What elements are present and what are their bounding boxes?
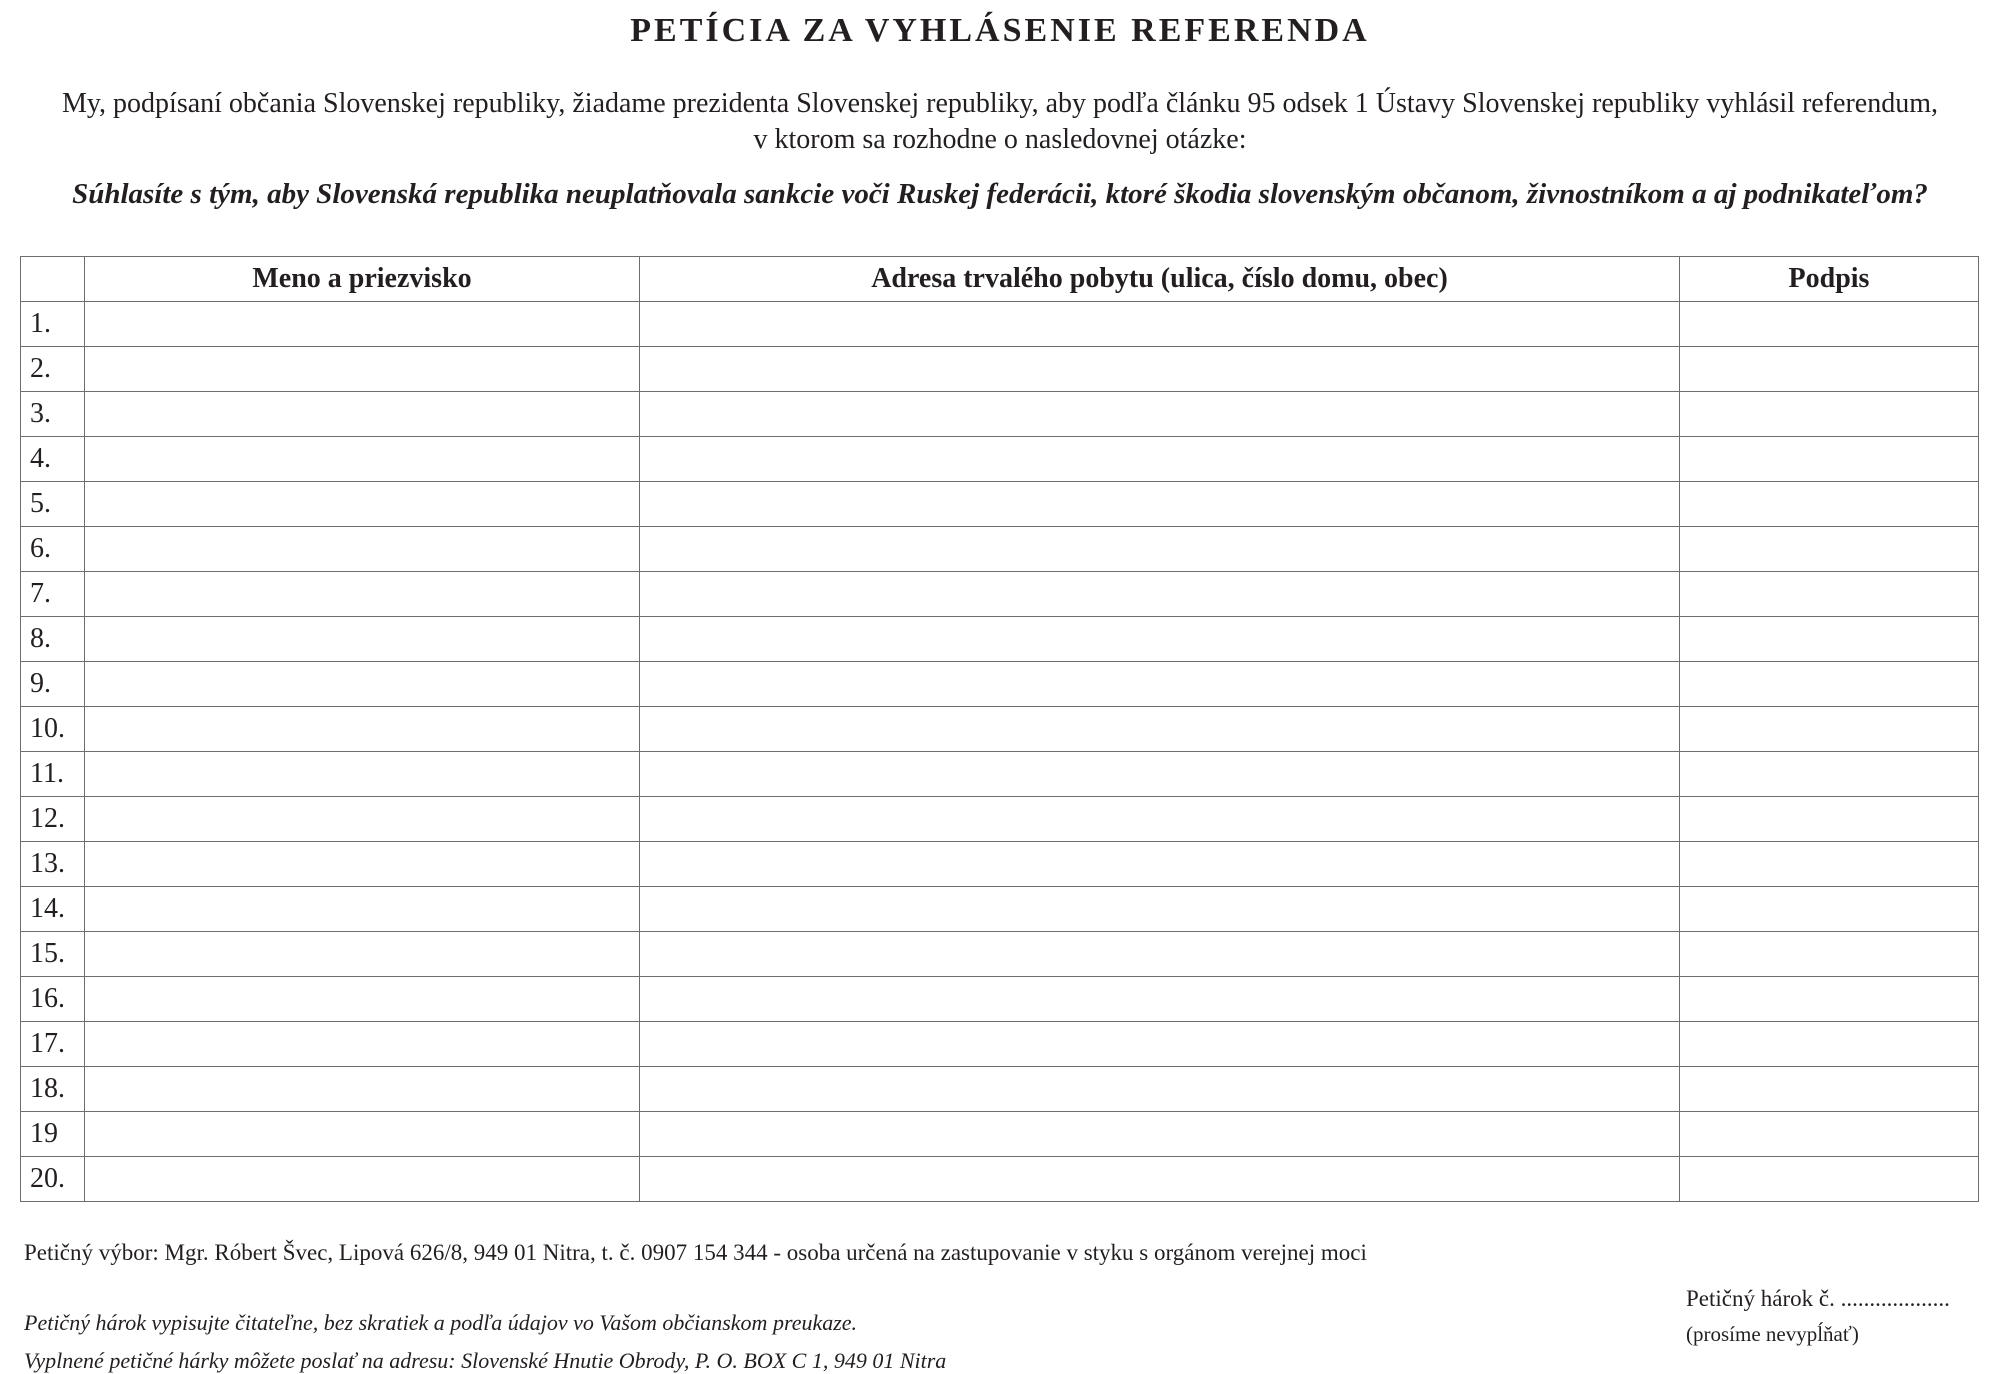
signature-cell[interactable]: [1680, 1022, 1979, 1067]
row-number: 18.: [21, 1067, 85, 1112]
header-number: [21, 257, 85, 302]
table-row: [21, 1112, 1979, 1157]
signature-cell[interactable]: [1680, 482, 1979, 527]
table-row: [21, 437, 1979, 482]
name-cell[interactable]: [85, 842, 640, 887]
signature-cell[interactable]: [1680, 662, 1979, 707]
row-number: 14.: [21, 887, 85, 932]
name-cell[interactable]: [85, 392, 640, 437]
row-number: 11.: [21, 752, 85, 797]
signature-cell[interactable]: [1680, 932, 1979, 977]
signature-cell[interactable]: [1680, 1067, 1979, 1112]
name-cell[interactable]: [85, 752, 640, 797]
name-cell[interactable]: [85, 977, 640, 1022]
table-row: [21, 527, 1979, 572]
row-number: 5.: [21, 482, 85, 527]
signature-cell[interactable]: [1680, 347, 1979, 392]
name-cell[interactable]: [85, 1022, 640, 1067]
address-cell[interactable]: [640, 752, 1680, 797]
address-cell[interactable]: [640, 392, 1680, 437]
instruction-send: Vyplnené petičné hárky môžete poslať na adresu: Slovenské Hnutie Obrody, P. O. BOX C 1, 949 01 Nitra: [24, 1348, 947, 1373]
signature-cell[interactable]: [1680, 707, 1979, 752]
address-cell[interactable]: [640, 977, 1680, 1022]
row-number: 3.: [21, 392, 85, 437]
address-cell[interactable]: [640, 1067, 1680, 1112]
signature-cell[interactable]: [1680, 977, 1979, 1022]
table-row: [21, 887, 1979, 932]
table-row: [21, 1157, 1979, 1202]
row-number: 17.: [21, 1022, 85, 1067]
table-header-row: [21, 257, 1979, 302]
row-number: 9.: [21, 662, 85, 707]
address-cell[interactable]: [640, 572, 1680, 617]
table-row: [21, 842, 1979, 887]
signature-cell[interactable]: [1680, 1157, 1979, 1202]
table-row: [21, 662, 1979, 707]
signature-table: [20, 256, 1979, 1202]
signature-cell[interactable]: [1680, 887, 1979, 932]
row-number: 20.: [21, 1157, 85, 1202]
header-name: Meno a priezvisko: [85, 257, 640, 302]
row-number: 15.: [21, 932, 85, 977]
signature-cell[interactable]: [1680, 437, 1979, 482]
signature-cell[interactable]: [1680, 797, 1979, 842]
address-cell[interactable]: [640, 662, 1680, 707]
row-number: 2.: [21, 347, 85, 392]
header-signature: Podpis: [1680, 257, 1979, 302]
address-cell[interactable]: [640, 707, 1680, 752]
header-address: Adresa trvalého pobytu (ulica, číslo domu, obec): [640, 257, 1680, 302]
signature-cell[interactable]: [1680, 302, 1979, 347]
row-number: 8.: [21, 617, 85, 662]
table-row: [21, 392, 1979, 437]
address-cell[interactable]: [640, 1022, 1680, 1067]
name-cell[interactable]: [85, 1157, 640, 1202]
name-cell[interactable]: [85, 302, 640, 347]
name-cell[interactable]: [85, 347, 640, 392]
sheet-number-label: Petičný hárok č. ...................: [1686, 1286, 1950, 1311]
signature-cell[interactable]: [1680, 752, 1979, 797]
table-row: [21, 707, 1979, 752]
name-cell[interactable]: [85, 572, 640, 617]
table-row: [21, 347, 1979, 392]
signature-cell[interactable]: [1680, 1112, 1979, 1157]
address-cell[interactable]: [640, 797, 1680, 842]
table-row: [21, 797, 1979, 842]
address-cell[interactable]: [640, 1112, 1680, 1157]
sheet-number-note: (prosíme nevypĺňať): [1686, 1322, 1859, 1346]
row-number: 7.: [21, 572, 85, 617]
address-cell[interactable]: [640, 842, 1680, 887]
name-cell[interactable]: [85, 707, 640, 752]
row-number: 4.: [21, 437, 85, 482]
petition-committee: Petičný výbor: Mgr. Róbert Švec, Lipová 626/8, 949 01 Nitra, t. č. 0907 154 344 - osoba určená na zastupovanie v styku s orgánom verejnej moci: [24, 1240, 1367, 1265]
address-cell[interactable]: [640, 887, 1680, 932]
table-row: [21, 977, 1979, 1022]
name-cell[interactable]: [85, 482, 640, 527]
address-cell[interactable]: [640, 482, 1680, 527]
name-cell[interactable]: [85, 527, 640, 572]
name-cell[interactable]: [85, 887, 640, 932]
name-cell[interactable]: [85, 797, 640, 842]
row-number: 6.: [21, 527, 85, 572]
name-cell[interactable]: [85, 1067, 640, 1112]
table-row: [21, 752, 1979, 797]
address-cell[interactable]: [640, 347, 1680, 392]
address-cell[interactable]: [640, 302, 1680, 347]
row-number: 16.: [21, 977, 85, 1022]
table-row: [21, 482, 1979, 527]
petition-intro: My, podpísaní občania Slovenskej republiky, žiadame prezidenta Slovenskej republiky, aby podľa článku 95 odsek 1 Ústavy Slovenskej republiky vyhlásil referendum, v ktorom sa rozhodne o nasledovnej otázke:: [61, 88, 1939, 155]
row-number: 19: [21, 1112, 85, 1157]
signature-cell[interactable]: [1680, 617, 1979, 662]
address-cell[interactable]: [640, 617, 1680, 662]
row-number: 1.: [21, 302, 85, 347]
signature-cell[interactable]: [1680, 842, 1979, 887]
address-cell[interactable]: [640, 437, 1680, 482]
row-number: 12.: [21, 797, 85, 842]
table-body: [21, 302, 1979, 1202]
address-cell[interactable]: [640, 932, 1680, 977]
table-row: [21, 1022, 1979, 1067]
name-cell[interactable]: [85, 662, 640, 707]
signature-cell[interactable]: [1680, 572, 1979, 617]
referendum-question: Súhlasíte s tým, aby Slovenská republika neuplatňovala sankcie voči Ruskej federácii, ktoré škodia slovenským občanom, živnostníkom a aj podnikateľom?: [72, 178, 1928, 210]
name-cell[interactable]: [85, 1112, 640, 1157]
table-row: [21, 572, 1979, 617]
signature-cell[interactable]: [1680, 527, 1979, 572]
name-cell[interactable]: [85, 932, 640, 977]
name-cell[interactable]: [85, 437, 640, 482]
address-cell[interactable]: [640, 1157, 1680, 1202]
table-row: [21, 617, 1979, 662]
table-row: [21, 302, 1979, 347]
instruction-fill: Petičný hárok vypisujte čitateľne, bez skratiek a podľa údajov vo Vašom občianskom preukaze.: [24, 1310, 858, 1335]
table-row: [21, 932, 1979, 977]
address-cell[interactable]: [640, 527, 1680, 572]
table-row: [21, 1067, 1979, 1112]
signature-cell[interactable]: [1680, 392, 1979, 437]
row-number: 10.: [21, 707, 85, 752]
row-number: 13.: [21, 842, 85, 887]
petition-title: PETÍCIA ZA VYHLÁSENIE REFERENDA: [630, 12, 1370, 49]
name-cell[interactable]: [85, 617, 640, 662]
